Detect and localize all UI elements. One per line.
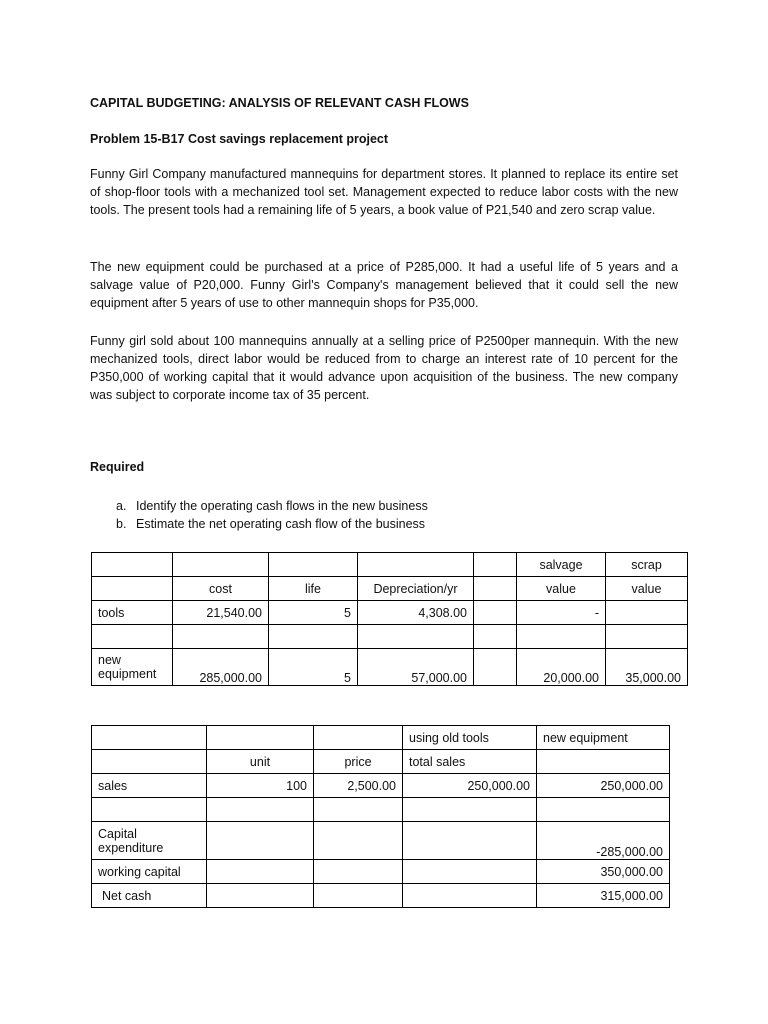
table-row xyxy=(92,577,688,601)
header-unit: unit xyxy=(207,750,314,774)
cell-unit: 100 xyxy=(207,774,314,798)
table-row xyxy=(92,884,670,908)
cell-scrap xyxy=(606,601,688,625)
cell-new-total: 250,000.00 xyxy=(537,774,670,798)
cell-depreciation: 4,308.00 xyxy=(358,601,474,625)
depreciation-table xyxy=(91,552,688,686)
required-item-b xyxy=(116,515,428,533)
paragraph-2: The new equipment could be purchased at a price of P285,000. It had a useful life of 5 years and a salvage value of P20,000. Funny Girl's Company's management believed that it could sell the new equipment after 5 years of use to other mannequin shops for P35,000. xyxy=(90,260,678,310)
header-depreciation: Depreciation/yr xyxy=(358,577,474,601)
table-row xyxy=(92,726,670,750)
cell-life: 5 xyxy=(269,649,358,686)
cell-capex: -285,000.00 xyxy=(537,822,670,860)
header-scrap-value: value xyxy=(606,577,688,601)
row-label: tools xyxy=(92,601,173,625)
table-row xyxy=(92,649,688,686)
table-row xyxy=(92,601,688,625)
row-label: Net cash xyxy=(92,884,207,908)
list-item-text: Identify the operating cash flows in the new business xyxy=(136,499,428,513)
header-salvage: salvage xyxy=(517,553,606,577)
header-new-equipment: new equipment xyxy=(537,726,670,750)
row-label: Capital expenditure xyxy=(92,822,207,860)
table-row xyxy=(92,750,670,774)
header-old-tools: using old tools xyxy=(403,726,537,750)
required-heading: Required xyxy=(90,460,145,474)
problem-title: Problem 15-B17 Cost savings replacement project xyxy=(90,132,389,146)
document-heading: CAPITAL BUDGETING: ANALYSIS OF RELEVANT CASH FLOWS xyxy=(90,96,469,110)
table-row xyxy=(92,798,670,822)
cell-depreciation: 57,000.00 xyxy=(358,649,474,686)
list-marker: a. xyxy=(116,499,127,513)
table-row xyxy=(92,822,670,860)
row-label: working capital xyxy=(92,860,207,884)
header-life: life xyxy=(269,577,358,601)
cell-net-cash: 315,000.00 xyxy=(537,884,670,908)
table-row xyxy=(92,860,670,884)
table-row xyxy=(92,625,688,649)
cash-flow-table xyxy=(91,725,670,908)
cell-salvage: 20,000.00 xyxy=(517,649,606,686)
header-scrap: scrap xyxy=(606,553,688,577)
cell-working-capital: 350,000.00 xyxy=(537,860,670,884)
cell-salvage: - xyxy=(517,601,606,625)
list-marker: b. xyxy=(116,517,127,531)
row-label: new equipment xyxy=(92,649,173,686)
cell-cost: 285,000.00 xyxy=(173,649,269,686)
cell-life: 5 xyxy=(269,601,358,625)
paragraph-3: Funny girl sold about 100 mannequins annually at a selling price of P2500per mannequin. With the new mechanized tools, direct labor would be reduced from to charge an interest rate of 10 percent for the P350,000 of working capital that it would advance upon acquisition of the business. The new company was subject to corporate income tax of 35 percent. xyxy=(90,334,678,402)
cell-scrap: 35,000.00 xyxy=(606,649,688,686)
header-price: price xyxy=(314,750,403,774)
cell-cost: 21,540.00 xyxy=(173,601,269,625)
list-item-text: Estimate the net operating cash flow of the business xyxy=(136,517,426,531)
header-salvage-value: value xyxy=(517,577,606,601)
row-label: sales xyxy=(92,774,207,798)
cell-old-total: 250,000.00 xyxy=(403,774,537,798)
required-item-a xyxy=(116,497,428,515)
table-row xyxy=(92,553,688,577)
paragraph-1: Funny Girl Company manufactured mannequins for department stores. It planned to replace its entire set of shop-floor tools with a mechanized tool set. Management expected to reduce labor costs with the new tools. The present tools had a remaining life of 5 years, a book value of P21,540 and zero scrap value. xyxy=(90,167,678,217)
required-list xyxy=(116,497,428,533)
cell-price: 2,500.00 xyxy=(314,774,403,798)
table-row xyxy=(92,774,670,798)
header-total-sales: total sales xyxy=(403,750,537,774)
header-cost: cost xyxy=(173,577,269,601)
